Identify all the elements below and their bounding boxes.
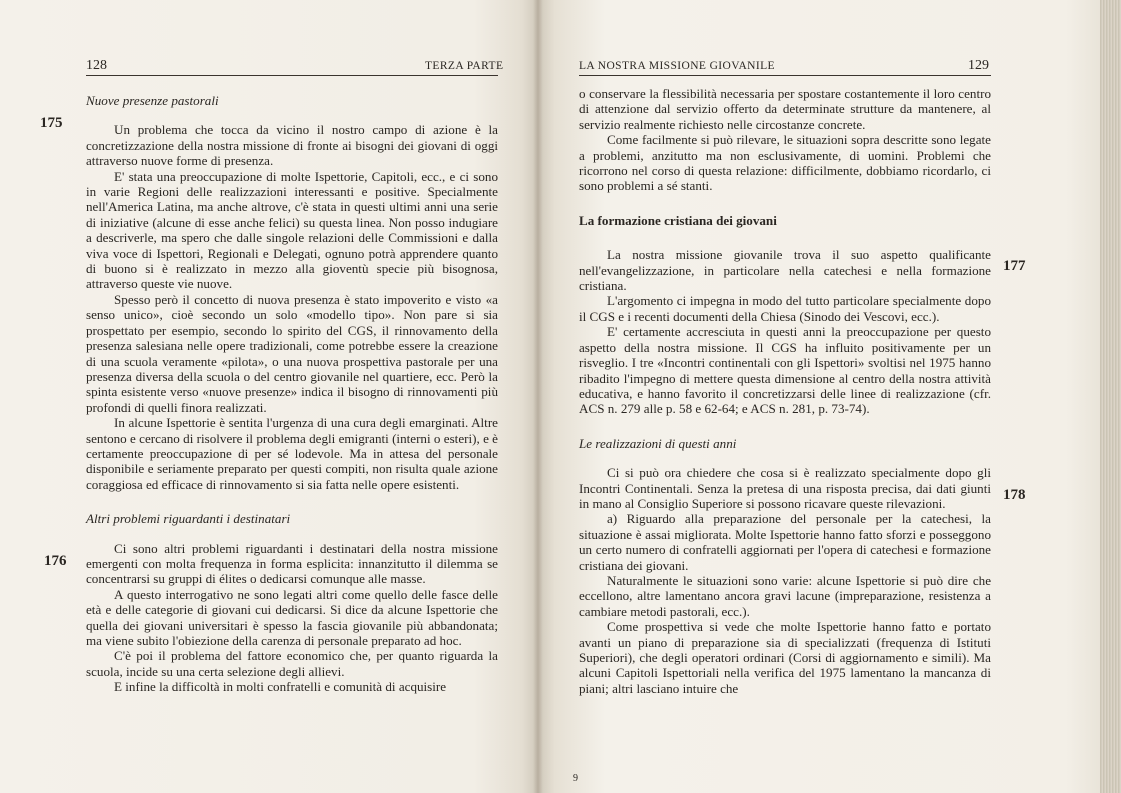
- paragraph: Ci si può ora chiedere che cosa si è realizzato specialmente dopo gli Incontri Continentali. Senza la pretesa di una risposta precisa, dai dati giunti in mano al Consiglio Superiore si possono ricavare queste rilevazioni.: [579, 465, 991, 511]
- running-head: TERZA PARTE: [425, 60, 504, 72]
- marginal-number: 175: [40, 115, 63, 131]
- paragraph: E' certamente accresciuta in questi anni la preoccupazione per questo aspetto della nostra missione. Il CGS ha influito positivamente per un risveglio. I tre «Incontri continentali con gli Ispettori» svoltisi nel 1975 hanno ribadito l'impegno di mettere questa dimensione al centro della nostra attività educativa, e hanno favorito il concretizzarsi delle linee di realizzazione (cfr. ACS n. 279 alle p. 58 e 62-64; e ACS n. 281, p. 73-74).: [579, 324, 991, 417]
- paragraph: a) Riguardo alla preparazione del personale per la catechesi, la situazione è assai migliorata. Molte Ispettorie hanno fatto sforzi e posseggono un certo numero di confratelli aggiornati per l'opera di catechesi e formazione cristiana dei giovani.: [579, 511, 991, 573]
- paragraph: Ci sono altri problemi riguardanti i destinatari della nostra missione emergenti con molta frequenza in forma esplicita: innanzitutto il dilemma se concentrarsi su gruppi di élites o dedicarsi comunque alle masse.: [86, 540, 498, 587]
- paragraph: E infine la difficoltà in molti confratelli e comunità di acquisire: [114, 679, 447, 695]
- paragraph: Come prospettiva si vede che molte Ispettorie hanno fatto e portato avanti un piano di preparazione sia di specializzati (frequenza di Istituti Superiori), che degli operatori ordinari (Corsi di aggiornamento e simili). Ma alcuni Capitoli Ispettoriali nella verifica del 1975 lamentano la mancanza di piani; altri lasciano intuire che: [579, 619, 991, 696]
- paragraph: Spesso però il concetto di nuova presenza è stato impoverito e visto «a senso unico», cioè secondo un solo «modello tipo». Non pare si sia prospettato per esempio, secondo lo spirito del CGS, il rinnovamento della presenza salesiana nelle opere tradizionali, come potrebbe essere la creazione di una scuola veramente «pilota», o una nuova prospettiva pastorale per una presenza diversa della scuola o del centro giovanile nel quartiere, ecc. Però la spinta esistente verso «nuove presenze» indica il bisogno di rinnovamenti più profondi di quelli finora realizzati.: [86, 291, 498, 415]
- page-edges: [1100, 0, 1121, 793]
- marginal-number: 177: [1003, 258, 1026, 274]
- left-text-column: [86, 93, 498, 695]
- section-heading: Nuove presenze pastorali: [86, 93, 219, 108]
- paragraph: In alcune Ispettorie è sentita l'urgenza di una cura degli emarginati. Altre sentono e cercano di risolvere il problema degli emigranti (interni o esteri), e è certamente preoccupazione di per sé lodevole. Ma in attesa del personale disponibile e seriamente preparato per questi compiti, non risulta quale azione coraggiosa ed efficace di rinnovamento si sia fatta nelle opere esistenti.: [86, 415, 498, 492]
- section-heading: Altri problemi riguardanti i destinatari: [86, 511, 291, 527]
- header-rule: [579, 75, 991, 76]
- paragraph: La nostra missione giovanile trova il suo aspetto qualificante nell'evangelizzazione, in particolare nella catechesi e nella formazione cristiana.: [579, 247, 991, 294]
- paragraph: E' stata una preoccupazione di molte Ispettorie, Capitoli, ecc., e ci sono in varie Regioni delle realizzazioni interessanti e positive. Specialmente nell'America Latina, ma anche altrove, c'è stata in questi ultimi anni una serie di iniziative (alcune di esse anche felici) su questa linea. Non posso indugiare a descriverle, ma spero che dalle singole relazioni delle Commissioni e dalla viva voce di Ispettori, Regionali e Delegati, ognuno potrà apprendere quanto di buono si è realizzato in mezzo alla gioventù specie più bisognosa, attraverso queste vie nuove.: [86, 168, 498, 292]
- paragraph: o conservare la flessibilità necessaria per spostare costantemente il loro centro di attenzione dal servizio offerto da determinate strutture da mantenere, al servizio realmente richiesto nelle circostanze concrete.: [579, 86, 991, 132]
- paragraph: A questo interrogativo ne sono legati altri come quello delle fasce delle età e delle categorie di giovani cui dedicarsi. Si dice da alcune Ispettorie che quella dei giovani universitari è spesso la fascia giovanile più abbandonata; ma viene subito l'obiezione della carenza di personale preparato ad hoc.: [86, 586, 498, 648]
- running-head: LA NOSTRA MISSIONE GIOVANILE: [579, 60, 775, 72]
- page-number: 128: [86, 58, 107, 73]
- marginal-number: 178: [1003, 487, 1026, 503]
- paragraph: Naturalmente le situazioni sono varie: alcune Ispettorie si può dire che eccellono, altre lamentano ancora gravi lacune (impreparazione, resistenza a cambiare metodi pastorali, ecc.).: [579, 572, 991, 619]
- paragraph: Un problema che tocca da vicino il nostro campo di azione è la concretizzazione della nostra missione di fronte ai bisogni dei giovani di oggi attraverso nuove forme di presenza.: [86, 122, 498, 169]
- page-number: 129: [968, 58, 989, 73]
- marginal-number: 176: [44, 553, 67, 569]
- section-heading: Le realizzazioni di questi anni: [579, 435, 737, 451]
- paragraph: Come facilmente si può rilevare, le situazioni sopra descritte sono legate a problemi, anzitutto ma non esclusivamente, di uomini. Problemi che ricorrono nel corso di questa relazione: difficilmente, dobbiamo ricordarlo, ci sono problemi a sé stanti.: [579, 132, 991, 194]
- paragraph: L'argomento ci impegna in modo del tutto particolare specialmente dopo il CGS e i recenti documenti della Chiesa (Sinodo dei Vescovi, ecc.).: [579, 293, 991, 324]
- book-gutter: [533, 0, 543, 793]
- header-rule: [86, 75, 498, 76]
- right-text-column: [579, 86, 991, 696]
- right-page: [538, 0, 1100, 793]
- left-page: [0, 0, 538, 793]
- paragraph: C'è poi il problema del fattore economico che, per quanto riguarda la scuola, incide su una certa selezione degli allievi.: [86, 648, 498, 679]
- section-heading: La formazione cristiana dei giovani: [579, 212, 777, 228]
- signature-mark: 9: [573, 773, 578, 784]
